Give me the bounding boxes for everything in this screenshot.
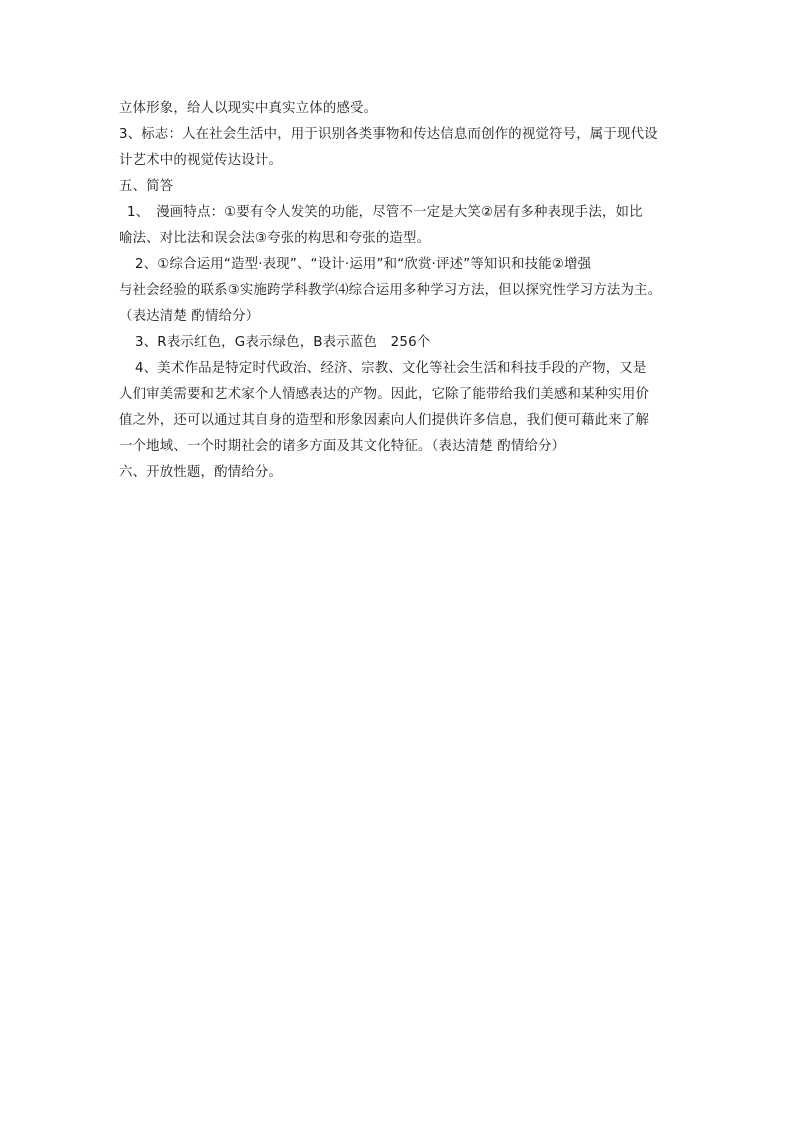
document-body bbox=[119, 96, 679, 486]
text-line: 喻法、对比法和误会法③夸张的构思和夸张的造型。 bbox=[119, 231, 431, 246]
answer-item: 3、R表示红色，G表示绿色，B表示蓝色 256个 bbox=[135, 335, 431, 350]
section-heading: 六、开放性题，酌情给分。 bbox=[119, 465, 283, 480]
text-line: 3、标志：人在社会生活中，用于识别各类事物和传达信息而创作的视觉符号，属于现代设 bbox=[119, 127, 658, 142]
text-line: 人们审美需要和艺术家个人情感表达的产物。因此，它除了能带给我们美感和某种实用价 bbox=[119, 387, 650, 402]
text-line: 与社会经验的联系③实施跨学科教学⑷综合运用多种学习方法，但以探究性学习方法为主。 bbox=[119, 283, 662, 298]
text-line: 计艺术中的视觉传达设计。 bbox=[119, 153, 283, 168]
text-line: 立体形象，给人以现实中真实立体的感受。 bbox=[119, 101, 378, 116]
answer-item: 4、美术作品是特定时代政治、经济、宗教、文化等社会生活和科技手段的产物，又是 bbox=[135, 361, 647, 376]
text-line: （表达清楚 酌情给分） bbox=[119, 309, 260, 324]
answer-item: 2、①综合运用“造型·表现”、“设计·运用”和“欣赏·评述”等知识和技能②增强 bbox=[135, 257, 592, 272]
section-heading: 五、简答 bbox=[119, 179, 174, 194]
answer-item: 1、 漫画特点：①要有令人发笑的功能，尽管不一定是大笑②居有多种表现手法，如比 bbox=[127, 205, 643, 220]
text-line: 一个地域、一个时期社会的诸多方面及其文化特征。（表达清楚 酌情给分） bbox=[119, 439, 566, 454]
text-line: 值之外，还可以通过其自身的造型和形象因素向人们提供许多信息，我们便可藉此来了解 bbox=[119, 413, 650, 428]
